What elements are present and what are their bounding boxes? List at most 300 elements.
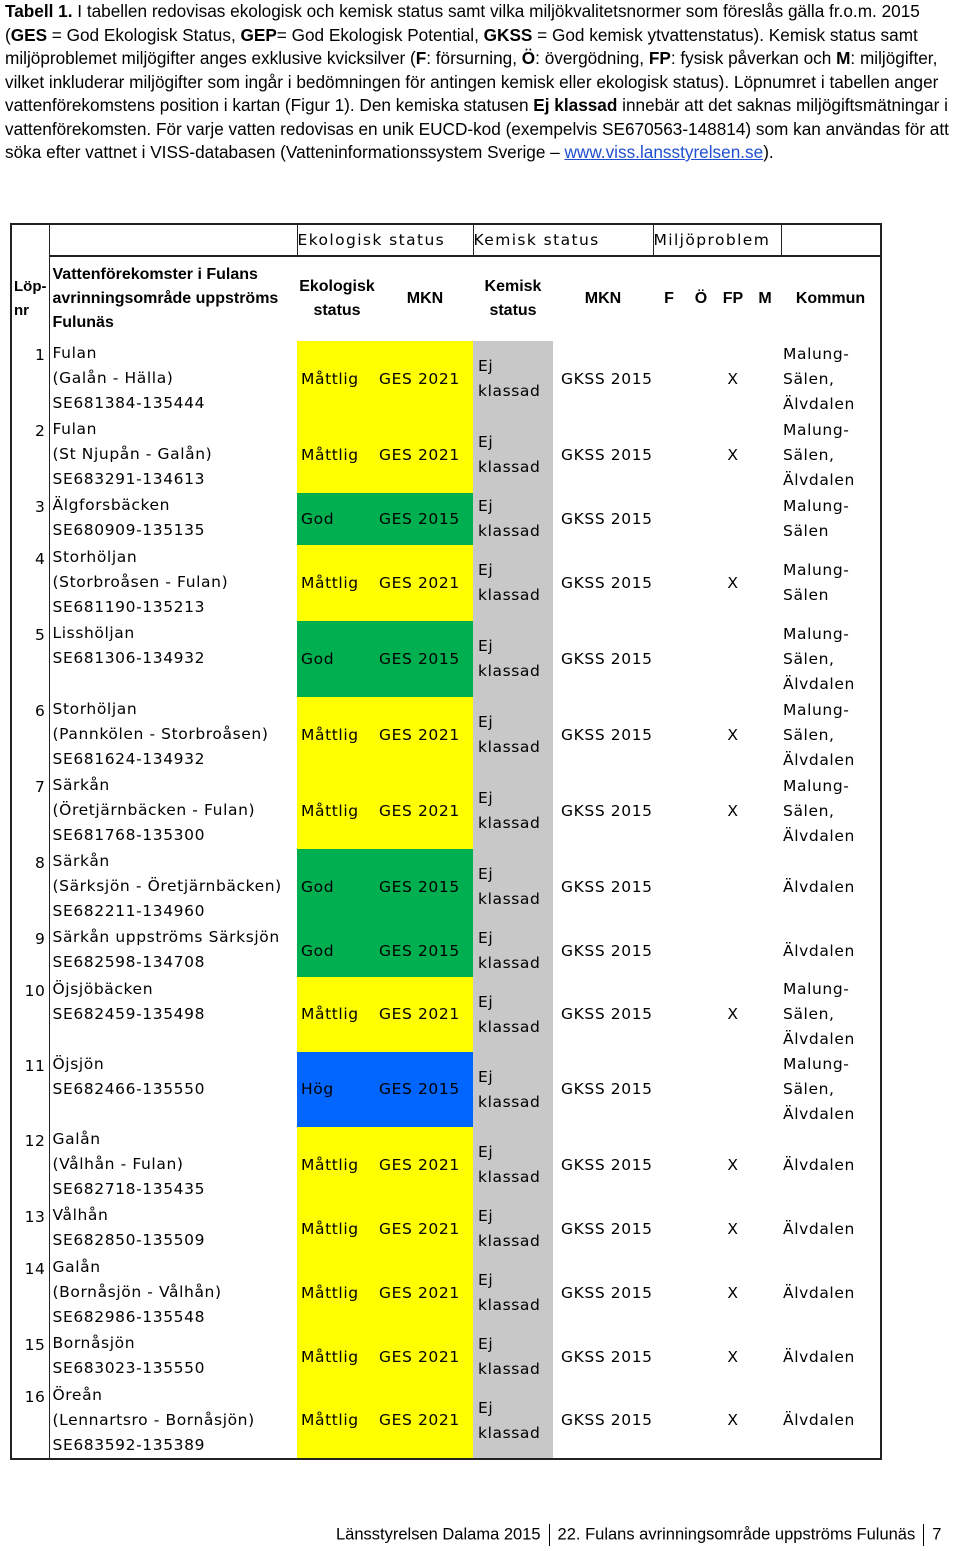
water-body-line: Öreån: [52, 1386, 103, 1404]
row-number: [11, 545, 49, 621]
chemical-status-line: klassad: [478, 1017, 541, 1036]
problem-fp: X: [717, 1383, 749, 1459]
ecological-status: God: [297, 621, 377, 697]
water-body-name: [49, 925, 297, 977]
table-row: [11, 773, 881, 849]
group-environmental-problems: Miljöproblem: [653, 224, 781, 256]
water-body-line: Bornåsjön: [52, 1334, 136, 1352]
kommun: Malung-Sälen: [781, 545, 881, 621]
problem-f: [653, 1052, 685, 1127]
problem-f: [653, 621, 685, 697]
problem-fp: [717, 493, 749, 545]
problem-fp: [717, 849, 749, 925]
chemical-status-line: Ej: [478, 1067, 494, 1086]
row-number: [11, 1052, 49, 1127]
chemical-status-line: Ej: [478, 1398, 494, 1417]
ecological-status: God: [297, 493, 377, 545]
kommun: Älvdalen: [781, 1331, 881, 1383]
problem-fp: X: [727, 1347, 739, 1366]
water-body-line: Lisshöljan: [52, 624, 135, 642]
table-row: [11, 341, 881, 417]
footer-publisher: Länsstyrelsen Dalama 2015: [336, 1525, 541, 1544]
problem-f: [653, 1383, 685, 1459]
table-row: [11, 545, 881, 621]
problem-fp: X: [727, 369, 739, 388]
problem-fp: [717, 925, 749, 977]
chemical-mkn: GKSS 2015: [553, 1383, 653, 1459]
table-row: [11, 493, 881, 545]
water-body-name: [49, 341, 297, 417]
eucd-code: SE683023-135550: [52, 1359, 206, 1377]
caption-label: Tabell 1.: [5, 1, 73, 21]
chemical-mkn: GKSS 2015: [561, 445, 653, 464]
water-body-name: [49, 1052, 297, 1127]
abbr-f: F: [415, 48, 427, 68]
problem-o: [685, 621, 717, 697]
chemical-status: [473, 1331, 553, 1383]
row-number: [11, 1127, 49, 1203]
eucd-code: SE682466-135550: [52, 1080, 206, 1098]
problem-o: [685, 1255, 717, 1331]
chemical-status: [473, 417, 553, 493]
problem-o: [685, 493, 717, 545]
row-number-value: 5: [35, 626, 46, 644]
eucd-code: SE682850-135509: [52, 1231, 206, 1249]
row-number: [11, 1255, 49, 1331]
water-body-name: [49, 1331, 297, 1383]
ecological-status: Måttlig: [297, 545, 377, 621]
chemical-mkn: GKSS 2015: [561, 369, 653, 388]
chemical-mkn: GKSS 2015: [561, 877, 653, 896]
kommun: Älvdalen: [781, 1127, 881, 1203]
problem-o: [685, 1203, 717, 1255]
kommun: Älvdalen: [781, 1255, 881, 1331]
group-chemical-status: Kemisk status: [473, 224, 653, 256]
chemical-mkn: GKSS 2015: [561, 509, 653, 528]
table-row: [11, 849, 881, 925]
chemical-status: [473, 849, 553, 925]
water-body-line: Storhöljan: [52, 700, 138, 718]
ecological-status: Måttlig: [297, 1203, 377, 1255]
chemical-status: [473, 1203, 553, 1255]
water-body-line: Särkån: [52, 852, 110, 870]
row-number-value: 8: [35, 854, 46, 872]
problem-m: [749, 1331, 781, 1383]
problem-fp: X: [727, 725, 739, 744]
page-footer: [336, 1524, 941, 1546]
water-body-name: [49, 977, 297, 1052]
water-body-line: (Vålhån - Fulan): [52, 1155, 184, 1173]
eucd-code: SE681306-134932: [52, 649, 206, 667]
abbr-fp: FP: [648, 48, 671, 68]
row-number-value: 3: [35, 498, 46, 516]
ecological-status: Måttlig: [297, 1331, 377, 1383]
problem-o: [685, 773, 717, 849]
footer-chapter: 22. Fulans avrinningsområde uppströms Fulunäs: [557, 1525, 916, 1544]
table-row: [11, 925, 881, 977]
ecological-status: Måttlig: [297, 417, 377, 493]
chemical-status-line: klassad: [478, 662, 541, 680]
row-number: [11, 621, 49, 697]
problem-m: [749, 697, 781, 773]
row-number-value: 7: [35, 778, 46, 796]
chemical-status-line: klassad: [478, 890, 541, 908]
water-body-line: Vålhån: [52, 1206, 109, 1224]
chemical-status: [473, 697, 553, 773]
water-body-name: [49, 697, 297, 773]
chemical-status-line: klassad: [478, 586, 541, 604]
row-number-value: 15: [24, 1336, 46, 1354]
eucd-code: SE682598-134708: [52, 953, 206, 971]
water-body-line: Särkån: [52, 776, 110, 794]
problem-m: [749, 925, 781, 977]
chemical-status: [473, 545, 553, 621]
footer-divider: [923, 1524, 924, 1546]
row-number: [11, 849, 49, 925]
problem-o: [685, 925, 717, 977]
header-lopnr: Löp- nr: [11, 256, 49, 341]
row-number-value: 12: [24, 1132, 46, 1150]
kommun: Älvdalen: [781, 925, 881, 977]
kommun: Malung-Sälen, Älvdalen: [781, 697, 881, 773]
table-row: [11, 1255, 881, 1331]
problem-fp: X: [727, 573, 739, 592]
problem-f: [653, 697, 685, 773]
chemical-status-line: Ej: [478, 1207, 494, 1225]
caption-text: = God kemisk ytvattenstatus). Kemisk status samt miljöproblemet miljögifter anges exklusive kvicksilver (: [5, 24, 918, 68]
ecological-status: God: [297, 925, 377, 977]
caption-text: ).: [763, 142, 774, 162]
row-number: [11, 417, 49, 493]
problem-fp: [717, 621, 749, 697]
kommun: Älvdalen: [781, 849, 881, 925]
caption-text: : övergödning,: [535, 48, 649, 68]
chemical-status: [473, 1383, 553, 1459]
water-body-line: Öjsjön: [52, 1055, 105, 1073]
ecological-mkn: GES 2015: [377, 1052, 473, 1127]
problem-fp: [717, 1052, 749, 1127]
table-row: [11, 1052, 881, 1127]
problem-o: [685, 1383, 717, 1459]
water-body-name: [49, 1383, 297, 1459]
water-body-name: [49, 773, 297, 849]
water-body-name: [49, 545, 297, 621]
kommun: Malung-Sälen, Älvdalen: [781, 1052, 881, 1127]
water-body-line: (Pannkölen - Storbroåsen): [52, 725, 269, 743]
abbr-ges: GES: [10, 24, 48, 45]
problem-m: [749, 773, 781, 849]
row-number-value: 2: [35, 422, 46, 440]
water-body-line: (Öretjärnbäcken - Fulan): [52, 801, 256, 819]
chemical-mkn: GKSS 2015: [561, 649, 653, 668]
abbr-gep: GEP: [240, 24, 277, 45]
water-body-line: Storhöljan: [52, 548, 138, 566]
chemical-status-line: klassad: [478, 1296, 541, 1314]
chemical-status-line: klassad: [478, 522, 541, 540]
chemical-mkn: GKSS 2015: [561, 725, 653, 744]
ecological-mkn: GES 2021: [377, 417, 473, 493]
chemical-status-line: Ej: [478, 357, 494, 375]
chemical-mkn: GKSS 2015: [561, 1283, 653, 1302]
eucd-code: SE682211-134960: [52, 902, 206, 920]
row-number: [11, 493, 49, 545]
kommun: Malung-Sälen: [781, 493, 881, 545]
ecological-status: Måttlig: [297, 1255, 377, 1331]
chemical-status: [473, 977, 553, 1052]
problem-m: [749, 1203, 781, 1255]
ecological-mkn: GES 2021: [377, 1203, 473, 1255]
eucd-code: SE681624-134932: [52, 750, 206, 768]
eucd-code: SE682986-135548: [52, 1308, 206, 1326]
problem-fp: X: [727, 445, 739, 464]
table-row: [11, 1331, 881, 1383]
header-mkn: MKN: [377, 256, 473, 341]
header-o: Ö: [685, 256, 717, 341]
ecological-mkn: GES 2021: [377, 1331, 473, 1383]
water-body-name: [49, 1255, 297, 1331]
water-body-line: Särkån uppströms Särksjön: [52, 928, 280, 946]
problem-o: [685, 1052, 717, 1127]
ecological-mkn: GES 2021: [377, 1383, 473, 1459]
viss-link[interactable]: www.viss.lansstyrelsen.se: [564, 142, 764, 162]
problem-m: [749, 621, 781, 697]
problem-fp: X: [727, 1005, 739, 1023]
problem-m: [749, 1052, 781, 1127]
chemical-status: [473, 1052, 553, 1127]
problem-o: [685, 341, 717, 417]
ecological-status: Måttlig: [297, 773, 377, 849]
header-f: F: [653, 256, 685, 341]
eucd-code: SE683592-135389: [52, 1436, 206, 1454]
water-body-line: (Galån - Hälla): [52, 369, 174, 387]
water-body-line: (Bornåsjön - Vålhån): [52, 1283, 222, 1301]
chemical-status-line: Ej: [478, 789, 494, 807]
ecological-status: Måttlig: [297, 697, 377, 773]
chemical-status-line: Ej: [478, 433, 494, 451]
table-row: [11, 417, 881, 493]
chemical-status: [473, 341, 553, 417]
water-body-line: (St Njupån - Galån): [52, 445, 213, 463]
chemical-status: [473, 773, 553, 849]
chemical-status-line: Ej: [478, 1143, 494, 1161]
footer-divider: [549, 1524, 550, 1546]
ecological-status: Måttlig: [297, 1127, 377, 1203]
water-body-name: [49, 1127, 297, 1203]
row-number-value: 9: [35, 930, 46, 948]
problem-fp: X: [727, 1283, 739, 1302]
row-number: [11, 977, 49, 1052]
problem-m: [749, 417, 781, 493]
problem-o: [685, 1331, 717, 1383]
chemical-status-line: Ej: [478, 637, 494, 655]
chemical-status-line: klassad: [478, 1423, 541, 1442]
ecological-status: God: [297, 849, 377, 925]
table-row: [11, 1203, 881, 1255]
row-number-value: 1: [35, 346, 46, 364]
ecological-mkn: GES 2015: [377, 925, 473, 977]
chemical-status-line: klassad: [478, 382, 541, 400]
problem-m: [749, 1127, 781, 1203]
row-number-value: 4: [35, 550, 46, 568]
chemical-status-line: Ej: [478, 929, 494, 947]
water-body-line: Galån: [52, 1130, 101, 1148]
chemical-status-line: Ej: [478, 992, 494, 1011]
chemical-status-line: Ej: [478, 497, 494, 515]
ecological-mkn: GES 2015: [377, 849, 473, 925]
ecological-mkn: GES 2021: [377, 1255, 473, 1331]
row-number-value: 11: [24, 1057, 46, 1075]
table-row: [11, 977, 881, 1052]
page-number: 7: [932, 1525, 942, 1544]
problem-f: [653, 493, 685, 545]
ecological-status: Hög: [297, 1052, 377, 1127]
status-table: [10, 223, 882, 1460]
ecological-mkn: GES 2021: [377, 697, 473, 773]
caption-text: I tabellen redovisas ekologisk och kemisk status samt vilka miljökvalitetsnormer som föreslås gälla fr.o.m. 2015 (: [5, 1, 920, 45]
water-body-line: Fulan: [52, 344, 98, 362]
problem-m: [749, 493, 781, 545]
problem-f: [653, 849, 685, 925]
water-body-line: Öjsjöbäcken: [52, 980, 154, 998]
abbr-o: Ö: [521, 48, 536, 68]
water-body-line: (Särksjön - Öretjärnbäcken): [52, 877, 282, 895]
row-number: [11, 1383, 49, 1459]
caption-text: = God Ekologisk Status,: [47, 24, 241, 45]
row-number-value: 13: [24, 1208, 46, 1226]
chemical-status: [473, 1255, 553, 1331]
caption-text: : miljögifter, vilket inkluderar miljögifter som ingår i bedömningen för antingen kemisk eller ekologisk status).: [5, 48, 938, 92]
problem-m: [749, 341, 781, 417]
problem-o: [685, 417, 717, 493]
eucd-code: SE683291-134613: [52, 470, 206, 488]
chemical-status-line: klassad: [478, 1168, 541, 1186]
ecological-mkn: GES 2021: [377, 773, 473, 849]
ecological-mkn: GES 2021: [377, 545, 473, 621]
eucd-code: SE680909-135135: [52, 521, 206, 539]
chemical-mkn: GKSS 2015: [561, 1155, 653, 1174]
chemical-status-line: Ej: [478, 865, 494, 883]
row-number: [11, 925, 49, 977]
header-m: M: [749, 256, 781, 341]
eucd-code: SE682459-135498: [52, 1005, 206, 1023]
chemical-mkn: GKSS 2015: [561, 573, 653, 592]
problem-f: [653, 545, 685, 621]
chemical-status-line: klassad: [478, 954, 541, 972]
kommun: Malung-Sälen, Älvdalen: [781, 417, 881, 493]
chemical-status-line: klassad: [478, 458, 541, 476]
row-number-value: 10: [24, 982, 46, 1000]
chemical-status-line: Ej: [478, 1335, 494, 1353]
group-ecological-status: Ekologisk status: [297, 224, 473, 256]
ecological-mkn: GES 2021: [377, 1127, 473, 1203]
problem-f: [653, 417, 685, 493]
row-number-value: 14: [24, 1260, 46, 1278]
table-row: [11, 1127, 881, 1203]
problem-o: [685, 545, 717, 621]
row-number-value: 16: [24, 1388, 46, 1406]
chemical-status: [473, 493, 553, 545]
problem-fp: X: [727, 801, 739, 820]
kommun: Malung-Sälen, Älvdalen: [781, 773, 881, 849]
row-number-value: 6: [35, 702, 46, 720]
chemical-status-line: klassad: [478, 814, 541, 832]
problem-m: [749, 1383, 781, 1459]
problem-f: [653, 925, 685, 977]
chemical-mkn: GKSS 2015: [561, 941, 653, 960]
problem-o: [685, 977, 717, 1052]
eucd-code: SE681190-135213: [52, 598, 206, 616]
chemical-status-line: klassad: [478, 1092, 541, 1111]
ecological-status: Måttlig: [297, 977, 377, 1052]
problem-o: [685, 697, 717, 773]
table-row: [11, 697, 881, 773]
problem-m: [749, 849, 781, 925]
header-ecological-status: Ekologisk status: [297, 256, 377, 341]
eucd-code: SE681768-135300: [52, 826, 206, 844]
chemical-status-line: klassad: [478, 1360, 541, 1378]
header-chemical-status: Kemisk status: [473, 256, 553, 341]
chemical-status-line: klassad: [478, 1232, 541, 1250]
row-number: [11, 1203, 49, 1255]
chemical-status-line: Ej: [478, 561, 494, 579]
caption-text: : försurning,: [426, 48, 522, 68]
water-body-name: [49, 1203, 297, 1255]
row-number: [11, 697, 49, 773]
ecological-mkn: GES 2021: [377, 977, 473, 1052]
abbr-gkss: GKSS: [483, 24, 533, 45]
kommun: Älvdalen: [781, 1203, 881, 1255]
problem-o: [685, 849, 717, 925]
abbr-m: M: [836, 48, 851, 68]
water-body-name: [49, 849, 297, 925]
problem-m: [749, 545, 781, 621]
problem-fp: X: [727, 1219, 739, 1238]
table-row: [11, 621, 881, 697]
problem-fp: X: [727, 1155, 739, 1174]
water-body-line: Fulan: [52, 420, 98, 438]
row-number: [11, 341, 49, 417]
row-number: [11, 773, 49, 849]
problem-o: [685, 1127, 717, 1203]
caption-text: : fysisk påverkan och: [670, 48, 837, 68]
water-body-name: [49, 621, 297, 697]
chemical-status-line: klassad: [478, 738, 541, 756]
chemical-mkn: GKSS 2015: [561, 1219, 653, 1238]
ecological-mkn: GES 2021: [377, 341, 473, 417]
problem-f: [653, 773, 685, 849]
kommun: Malung-Sälen, Älvdalen: [781, 621, 881, 697]
chemical-status-line: Ej: [478, 713, 494, 731]
problem-f: [653, 1255, 685, 1331]
caption-ej-klassad: Ej klassad: [533, 95, 618, 115]
chemical-mkn: GKSS 2015: [561, 1005, 653, 1023]
table-row: [11, 1383, 881, 1459]
problem-f: [653, 1127, 685, 1203]
caption-text: = God Ekologisk Potential,: [276, 24, 484, 45]
kommun: Malung-Sälen, Älvdalen: [781, 341, 881, 417]
chemical-mkn: GKSS 2015: [561, 1347, 653, 1366]
water-body-name: [49, 493, 297, 545]
water-body-line: Älgforsbäcken: [52, 496, 171, 514]
chemical-status: [473, 925, 553, 977]
chemical-status: [473, 621, 553, 697]
problem-f: [653, 1331, 685, 1383]
problem-m: [749, 977, 781, 1052]
header-kommun: Kommun: [781, 256, 881, 341]
header-water-body: Vattenförekomster i Fulans avrinningsområde uppströms Fulunäs: [49, 256, 297, 341]
problem-f: [653, 977, 685, 1052]
row-number: [11, 1331, 49, 1383]
